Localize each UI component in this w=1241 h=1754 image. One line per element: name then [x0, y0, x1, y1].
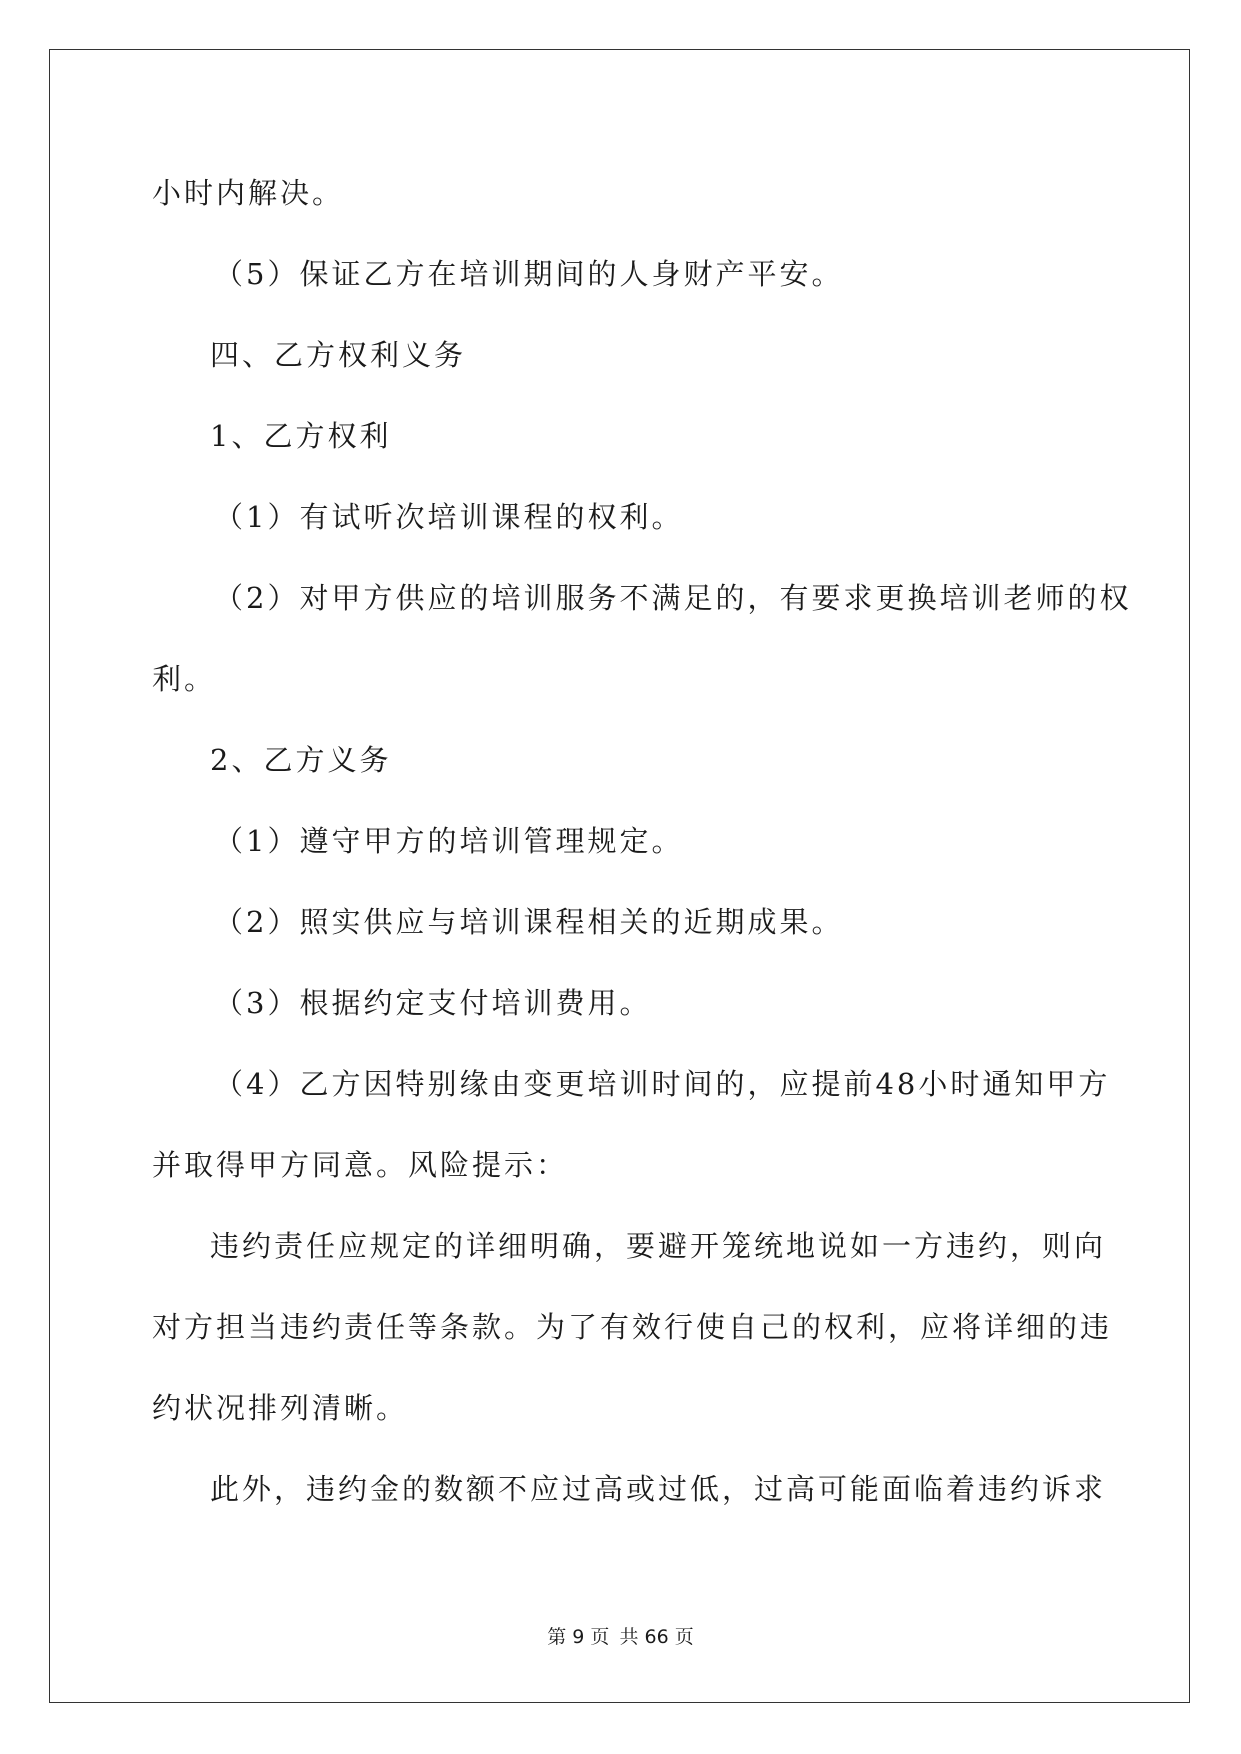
text-line-5: （1）有试听次培训课程的权利。	[214, 500, 684, 534]
subheading-obligations: 2、乙方义务	[210, 743, 392, 777]
text-line-6: （2）对甲方供应的培训服务不满足的，有要求更换培训老师的权	[214, 581, 1132, 615]
section-heading-4: 四、乙方权利义务	[210, 338, 467, 372]
page-border	[49, 49, 1190, 1703]
text-line-16: 约状况排列清晰。	[152, 1391, 409, 1425]
text-line-17: 此外，违约金的数额不应过高或过低，过高可能面临着违约诉求	[210, 1472, 1107, 1506]
page-number: 第 9 页	[547, 1626, 610, 1648]
text-line-11: （3）根据约定支付培训费用。	[214, 986, 652, 1020]
text-line-13: 并取得甲方同意。风险提示：	[152, 1148, 569, 1182]
text-line-15: 对方担当违约责任等条款。为了有效行使自己的权利，应将详细的违	[152, 1310, 1113, 1344]
page-footer	[0, 1622, 1241, 1649]
text-line-1: 小时内解决。	[152, 176, 345, 210]
text-line-9: （1）遵守甲方的培训管理规定。	[214, 824, 684, 858]
subheading-rights: 1、乙方权利	[210, 419, 392, 453]
text-line-12: （4）乙方因特别缘由变更培训时间的，应提前48小时通知甲方	[214, 1067, 1111, 1101]
text-line-2: （5）保证乙方在培训期间的人身财产平安。	[214, 257, 844, 291]
text-line-14: 违约责任应规定的详细明确，要避开笼统地说如一方违约，则向	[210, 1229, 1107, 1263]
text-line-10: （2）照实供应与培训课程相关的近期成果。	[214, 905, 844, 939]
total-pages: 共 66 页	[619, 1626, 694, 1648]
text-line-7: 利。	[152, 662, 217, 696]
